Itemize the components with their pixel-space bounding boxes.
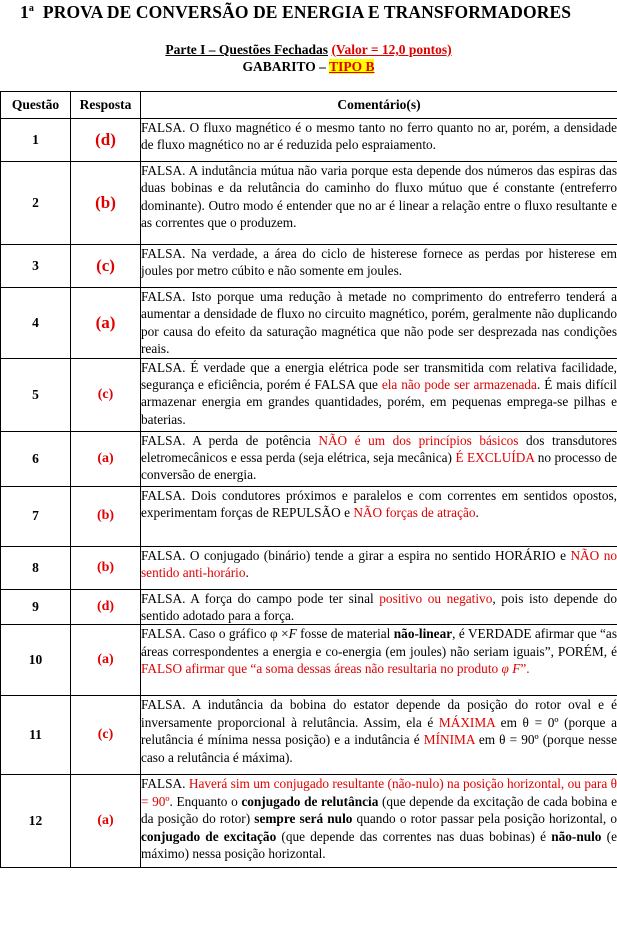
comment-text: em θ = 0º (porque a relutância é mínima nessa posição) e a indutância é	[141, 714, 617, 748]
page-subtitle	[0, 41, 617, 75]
table-row	[1, 775, 617, 868]
comment-text: ”.	[520, 661, 530, 677]
question-number: 9	[1, 589, 71, 625]
comment-text: FALSA. O fluxo magnético é o mesmo tanto no ferro quanto no ar, porém, a densidade de fluxo magnético no ar é reduzida pelo espraiamento.	[141, 120, 617, 153]
comment-text: φ F	[501, 661, 521, 677]
comment-text: conjugado de relutância	[241, 793, 379, 809]
answer-table	[0, 91, 617, 868]
key-label: GABARITO –	[242, 59, 326, 74]
table-header-row	[1, 92, 617, 119]
comment-cell	[141, 589, 617, 625]
title-text: PROVA DE CONVERSÃO DE ENERGIA E TRANSFORMADORES	[42, 2, 572, 22]
question-number: 3	[1, 245, 71, 288]
comment-text: F	[288, 626, 297, 642]
comment-text: FALSA. Isto porque uma redução à metade no comprimento do entreferro tenderá a aumentar a densidade de fluxo no circuito magnético, porém, geralmente não duplicando por causa do efeito da saturação magnética que não pode ser desprezada nas condições reais.	[141, 289, 617, 357]
question-number: 5	[1, 358, 71, 431]
question-number: 6	[1, 431, 71, 486]
comment-text: FALSA. A perda de potência	[141, 432, 319, 448]
question-number: 8	[1, 546, 71, 589]
title-number: 1	[20, 2, 29, 22]
comment-text: , pois isto depende do sentido adotado para a força.	[141, 590, 617, 624]
comment-text: .	[245, 565, 249, 581]
comment-text: fosse de material	[296, 626, 394, 642]
comment-cell	[141, 358, 617, 431]
table-row	[1, 245, 617, 288]
table-row	[1, 431, 617, 486]
comment-text: FALSA. A indutância da bobina do estator depende da posição do rotor oval e é inversamente proporcional à relutância. Assim, ela é	[141, 697, 617, 730]
table-row	[1, 162, 617, 245]
key-type: TIPO B	[329, 59, 375, 74]
comment-text: FALSA.	[141, 776, 189, 792]
header-answer: Resposta	[71, 92, 141, 119]
comment-cell	[141, 162, 617, 245]
table-row	[1, 119, 617, 162]
comment-text: (e máximo) nessa posição horizontal.	[141, 828, 617, 862]
comment-text: FALSO afirmar que “a soma dessas áreas não resultaria no produto	[141, 661, 502, 677]
comment-text: não-linear	[393, 626, 453, 642]
comment-text: FALSA. É verdade que a energia elétrica pode ser transmitida com relativa facilidade, segurança e eficiência, porém é FALSA que	[141, 359, 617, 393]
answer-letter: (b)	[71, 546, 141, 589]
question-number: 2	[1, 162, 71, 245]
comment-cell	[141, 486, 617, 546]
question-number: 7	[1, 486, 71, 546]
answer-letter: (d)	[71, 589, 141, 625]
comment-text: no processo de conversão de energia.	[141, 450, 617, 483]
header-comment: Comentário(s)	[141, 92, 617, 119]
part-value: (Valor = 12,0 pontos)	[331, 42, 452, 57]
comment-text: dos transdutores eletromecânicos e essa perda (seja elétrica, seja mecânica)	[141, 432, 617, 466]
comment-cell	[141, 245, 617, 288]
comment-text: É EXCLUÍDA	[455, 450, 535, 466]
answer-letter: (a)	[71, 431, 141, 486]
part-line	[0, 41, 617, 58]
page-title	[20, 2, 610, 23]
comment-text: sempre será nulo	[254, 811, 353, 827]
table-row	[1, 589, 617, 625]
comment-text: MÍNIMA	[423, 732, 475, 748]
comment-text: Haverá sim um conjugado resultante (não-nulo) na posição horizontal, ou para θ = 90º	[141, 776, 617, 809]
answer-letter: (c)	[71, 358, 141, 431]
comment-text: MÁXIMA	[438, 714, 496, 730]
comment-text: (que depende da excitação de cada bobina e da posição do rotor)	[141, 793, 617, 827]
comment-cell	[141, 775, 617, 868]
comment-text: FALSA. A força do campo pode ter sinal	[141, 590, 380, 606]
answer-letter: (a)	[71, 625, 141, 696]
comment-text: NÃO é um dos princípios básicos	[318, 432, 519, 448]
comment-text: FALSA. Dois condutores próximos e paralelos e com correntes em sentidos opostos, experimentam forças de REPULSÃO e	[141, 487, 617, 521]
table-row	[1, 288, 617, 359]
table-row	[1, 696, 617, 775]
comment-text: FALSA. A indutância mútua não varia porque esta depende dos números das espiras das duas bobinas e da relutância do caminho do fluxo mútuo que é constante (entreferro dominante). Outro modo é entender que no ar é linear a relação entre o fluxo resultante e as correntes que o produzem.	[141, 163, 617, 231]
header-question: Questão	[1, 92, 71, 119]
comment-cell	[141, 696, 617, 775]
comment-text: (que depende das correntes nas duas bobinas) é	[276, 828, 552, 844]
answer-letter: (c)	[71, 696, 141, 775]
answer-letter: (a)	[71, 288, 141, 359]
comment-text: NÃO forças de atração	[353, 505, 476, 521]
comment-cell	[141, 119, 617, 162]
answer-letter: (b)	[71, 162, 141, 245]
comment-text: FALSA. O conjugado (binário) tende a girar a espira no sentido HORÁRIO e	[141, 547, 571, 563]
table-row	[1, 625, 617, 696]
table-row	[1, 546, 617, 589]
comment-text: em θ = 90º (porque nesse caso a relutância é máxima).	[141, 732, 617, 765]
question-number: 4	[1, 288, 71, 359]
comment-text: FALSA. Na verdade, a área do ciclo de histerese fornece as perdas por histerese em joules por metro cúbito e não somente em joules.	[141, 246, 617, 279]
comment-text: quando o rotor passar pela posição horizontal, o	[352, 811, 617, 827]
comment-text: , é VERDADE afirmar que “as áreas correspondentes a energia e co-energia (em joules) não seriam iguais”, PORÉM, é	[141, 626, 617, 659]
question-number: 10	[1, 625, 71, 696]
question-number: 12	[1, 775, 71, 868]
comment-text: .	[475, 505, 479, 521]
question-number: 1	[1, 119, 71, 162]
comment-text: não-nulo	[551, 828, 602, 844]
answer-letter: (b)	[71, 486, 141, 546]
comment-text: positivo ou negativo	[379, 590, 493, 606]
table-row	[1, 358, 617, 431]
comment-text: FALSA. Caso o gráfico φ ×	[141, 626, 289, 642]
comment-cell	[141, 288, 617, 359]
comment-text: . Enquanto o	[169, 793, 242, 809]
part-label: Parte I – Questões Fechadas	[165, 42, 329, 57]
table-row	[1, 486, 617, 546]
comment-text: . É mais difícil armazenar energia em grandes quantidades, porém, em pequenas emprega-se pilhas e baterias.	[141, 377, 617, 427]
comment-cell	[141, 625, 617, 696]
comment-text: conjugado de excitação	[141, 828, 277, 844]
answer-letter: (c)	[71, 245, 141, 288]
answer-letter: (a)	[71, 775, 141, 868]
key-line	[0, 58, 617, 75]
title-ordinal: a	[28, 3, 34, 15]
table-body	[1, 119, 617, 868]
comment-text: NÃO no sentido anti-horário	[141, 547, 617, 581]
comment-cell	[141, 546, 617, 589]
comment-text: ela não pode ser armazenada	[381, 377, 537, 393]
answer-letter: (d)	[71, 119, 141, 162]
question-number: 11	[1, 696, 71, 775]
comment-cell	[141, 431, 617, 486]
